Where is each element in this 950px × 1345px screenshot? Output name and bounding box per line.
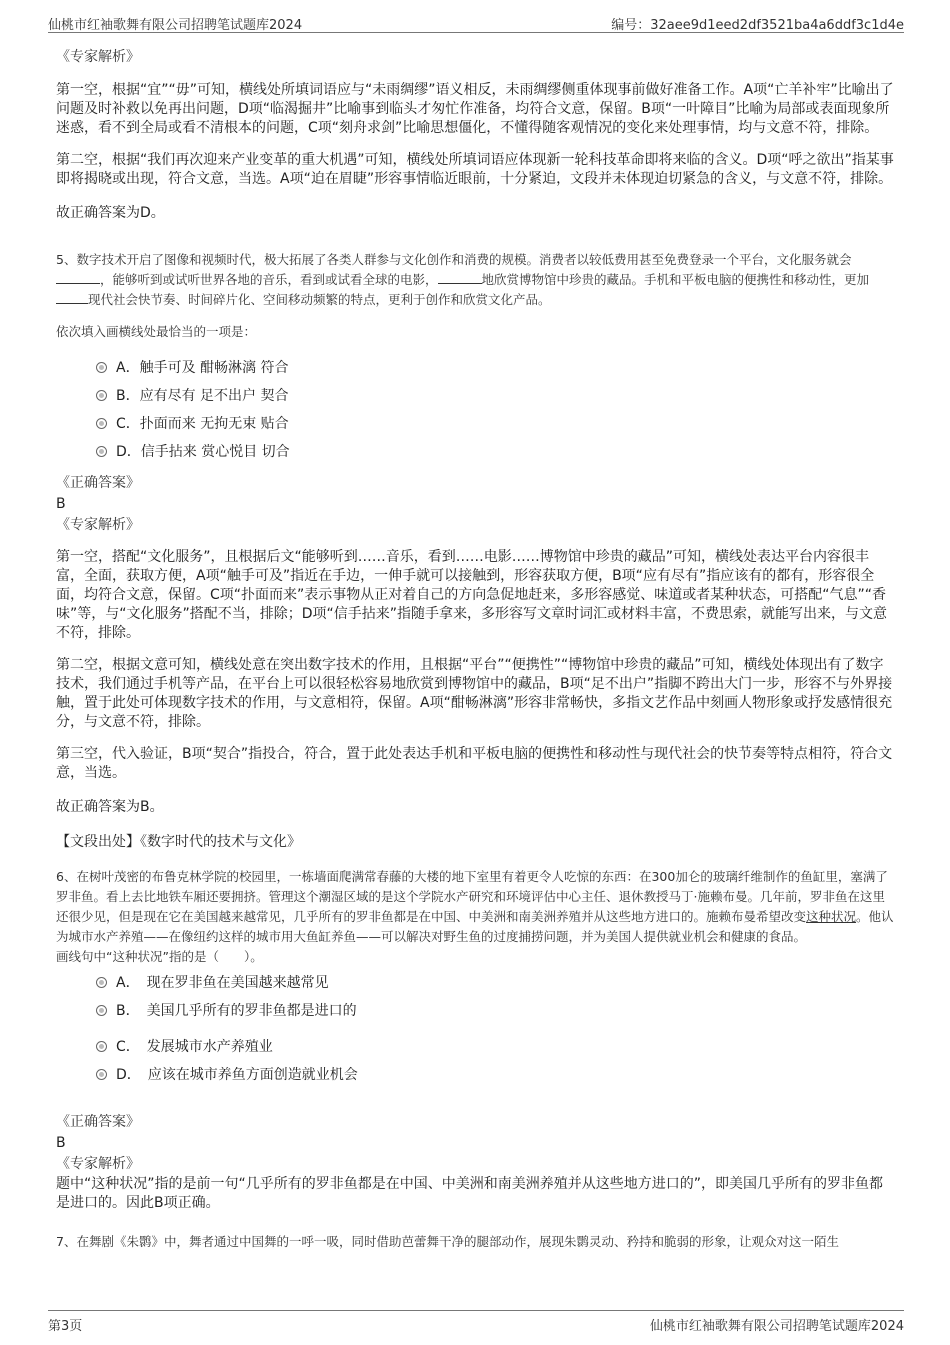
q6-prompt: 画线句中“这种状况”指的是（ ）。 <box>56 949 263 964</box>
q5-answer: B <box>56 496 66 512</box>
radio-icon[interactable] <box>96 418 107 429</box>
q5-analysis-p2: 第二空，根据文意可知，横线处意在突出数字技术的作用，且根据“平台”“便携性”“博物馆中珍贵的藏品”可知，横线处体现出有了数字技术，我们通过手机等产品，在平台上可以很轻松容易地欣赏到博物馆中的藏品，B项“足不出户”指脚不跨出大门一步，形容不与外界接触，置于此处可体现数字技术的作用，与文意相符，保留。A项“酣畅淋漓”形容非常畅快，多指文艺作品中刻画人物形象或抒发感情很充分，与文意不符，排除。 <box>56 657 893 730</box>
radio-icon[interactable] <box>96 446 107 457</box>
radio-icon[interactable] <box>96 1069 107 1080</box>
q6-option-a[interactable]: A． 现在罗非鱼在美国越来越常见 <box>96 969 894 997</box>
prev-conclusion: 故正确答案为D。 <box>56 205 165 221</box>
page-number: 第3页 <box>48 1319 83 1334</box>
q5-option-d[interactable]: D．信手拈来 赏心悦目 切合 <box>96 438 894 466</box>
q5-analysis-p1: 第一空，搭配“文化服务”，且根据后文“能够听到……音乐，看到……电影……博物馆中珍贵的藏品”可知，横线处表达平台内容很丰富，全面，获取方便，A项“触手可及”指近在手边，一伸手就可以接触到，形容获取方便，B项“应有尽有”指应该有的都有，形容很全面，均符合文意，保留。C项“扑面而来”表示事物从正对着自己的方向急促地赶来，多形容感觉、味道或者某种状态，可搭配“气息”“香味”等，与“文化服务”搭配不当，排除；D项“信手拈来”指随手拿来，多形容写文章时词汇或材料丰富，不费思索，就能写出来，与文意不符，排除。 <box>56 549 888 641</box>
q5-stem-part-b: ，能够听到或试听世界各地的音乐，看到或试看全球的电影， <box>100 272 438 287</box>
q5-option-a[interactable]: A．触手可及 酣畅淋漓 符合 <box>96 354 894 382</box>
radio-icon[interactable] <box>96 1005 107 1016</box>
q6-stem <box>56 867 894 947</box>
q6-answer: B <box>56 1135 66 1151</box>
q6-analysis-label: 《专家解析》 <box>56 1156 140 1172</box>
prev-analysis-p2: 第二空，根据“我们再次迎来产业变革的重大机遇”可知，横线处所填词语应体现新一轮科技革命即将来临的含义。D项“呼之欲出”指某事即将揭晓或出现，符合文意，当选。A项“迫在眉睫”形容事情临近眼前，十分紧迫，文段并未体现迫切紧急的含义，与文意不符，排除。 <box>56 152 894 187</box>
radio-icon[interactable] <box>96 977 107 988</box>
q5-prompt: 依次填入画横线处最恰当的一项是： <box>56 324 257 339</box>
page-header <box>48 10 904 33</box>
header-title: 仙桃市红袖歌舞有限公司招聘笔试题库2024 <box>48 18 303 33</box>
q6-underlined-phrase: 这种状况 <box>806 909 857 924</box>
q5-stem-part-d: 现代社会快节奏、时间碎片化、空间移动频繁的特点，更利于创作和欣赏文化产品。 <box>88 292 551 307</box>
q5-option-c[interactable]: C．扑面而来 无拘无束 贴合 <box>96 410 894 438</box>
prev-analysis-label: 《专家解析》 <box>56 49 140 65</box>
q6-option-d[interactable]: D． 应该在城市养鱼方面创造就业机会 <box>96 1061 894 1089</box>
prev-analysis-p1: 第一空，根据“宜”“毋”可知，横线处所填词语应与“未雨绸缪”语义相反，未雨绸缪侧重体现事前做好准备工作。A项“亡羊补牢”比喻出了问题及时补救以免再出问题，D项“临渴掘井”比喻事到临头才匆忙作准备，均符合文意，保留。B项“一叶障目”比喻为局部或表面现象所迷惑，看不到全局或看不清根本的问题，C项“刻舟求剑”比喻思想僵化，不懂得随客观情况的变化来处理事情，均与文意不符，排除。 <box>56 82 894 136</box>
page-footer <box>48 1310 904 1335</box>
q6-options <box>56 969 894 1089</box>
q5-stem-part-c: 地欣赏博物馆中珍贵的藏品。手机和平板电脑的便携性和移动性，更加 <box>481 272 870 287</box>
q5-analysis-p3: 第三空，代入验证，B项“契合”指投合，符合，置于此处表达手机和平板电脑的便携性和移动性与现代社会的快节奏等特点相符，符合文意，当选。 <box>56 746 893 781</box>
q6-stem-part-b: 。他认为城市水产养殖——在像纽约这样的城市用大鱼缸养鱼——可以解决对野生鱼的过度捕捞问题，并为美国人提供就业机会和健康的食品。 <box>56 909 894 944</box>
q5-source: 【文段出处】《数字时代的技术与文化》 <box>56 834 301 850</box>
q5-blank-3 <box>56 291 88 304</box>
q5-blank-2 <box>438 271 482 284</box>
q5-answer-label: 《正确答案》 <box>56 475 140 491</box>
q5-conclusion: 故正确答案为B。 <box>56 799 164 815</box>
radio-icon[interactable] <box>96 362 107 373</box>
q5-analysis-label: 《专家解析》 <box>56 517 140 533</box>
q5-stem <box>56 250 894 310</box>
q6-answer-label: 《正确答案》 <box>56 1114 140 1130</box>
radio-icon[interactable] <box>96 390 107 401</box>
radio-icon[interactable] <box>96 1041 107 1052</box>
q6-analysis: 题中“这种状况”指的是前一句“几乎所有的罗非鱼都是在中国、中美洲和南美洲养殖并从这些地方进口的”，即美国几乎所有的罗非鱼都是进口的。因此B项正确。 <box>56 1176 884 1211</box>
q5-options <box>56 354 894 466</box>
q5-stem-part-a: 5、数字技术开启了图像和视频时代，极大拓展了各类人群参与文化创作和消费的规模。消费者以较低费用甚至免费登录一个平台，文化服务就会 <box>56 252 852 267</box>
footer-title: 仙桃市红袖歌舞有限公司招聘笔试题库2024 <box>649 1319 904 1334</box>
page-content <box>56 44 894 1252</box>
q7-stem: 7、在舞剧《朱鹮》中，舞者通过中国舞的一呼一吸，同时借助芭蕾舞干净的腿部动作，展现朱鹮灵动、矜持和脆弱的形象，让观众对这一陌生 <box>56 1234 839 1249</box>
q6-stem-part-a: 6、在树叶茂密的布鲁克林学院的校园里，一栋墙面爬满常春藤的大楼的地下室里有着更令人吃惊的东西：在300加仑的玻璃纤维制作的鱼缸里，塞满了罗非鱼。看上去比地铁车厢还要拥挤。管理这个潮湿区域的是这个学院水产研究和环境评估中心主任、退休教授马丁·施赖布曼。几年前，罗非鱼在这里还很少见，但是现在它在美国越来越常见，几乎所有的罗非鱼都是在中国、中美洲和南美洲养殖并从这些地方进口的。施赖布曼希望改变 <box>56 869 888 924</box>
q5-option-b[interactable]: B．应有尽有 足不出户 契合 <box>96 382 894 410</box>
q6-option-b[interactable]: B． 美国几乎所有的罗非鱼都是进口的 <box>96 997 894 1025</box>
q6-option-c[interactable]: C． 发展城市水产养殖业 <box>96 1033 894 1061</box>
header-id: 编号：32aee9d1eed2df3521ba4a6ddf3c1d4e <box>611 18 904 33</box>
q5-blank-1 <box>56 271 100 284</box>
